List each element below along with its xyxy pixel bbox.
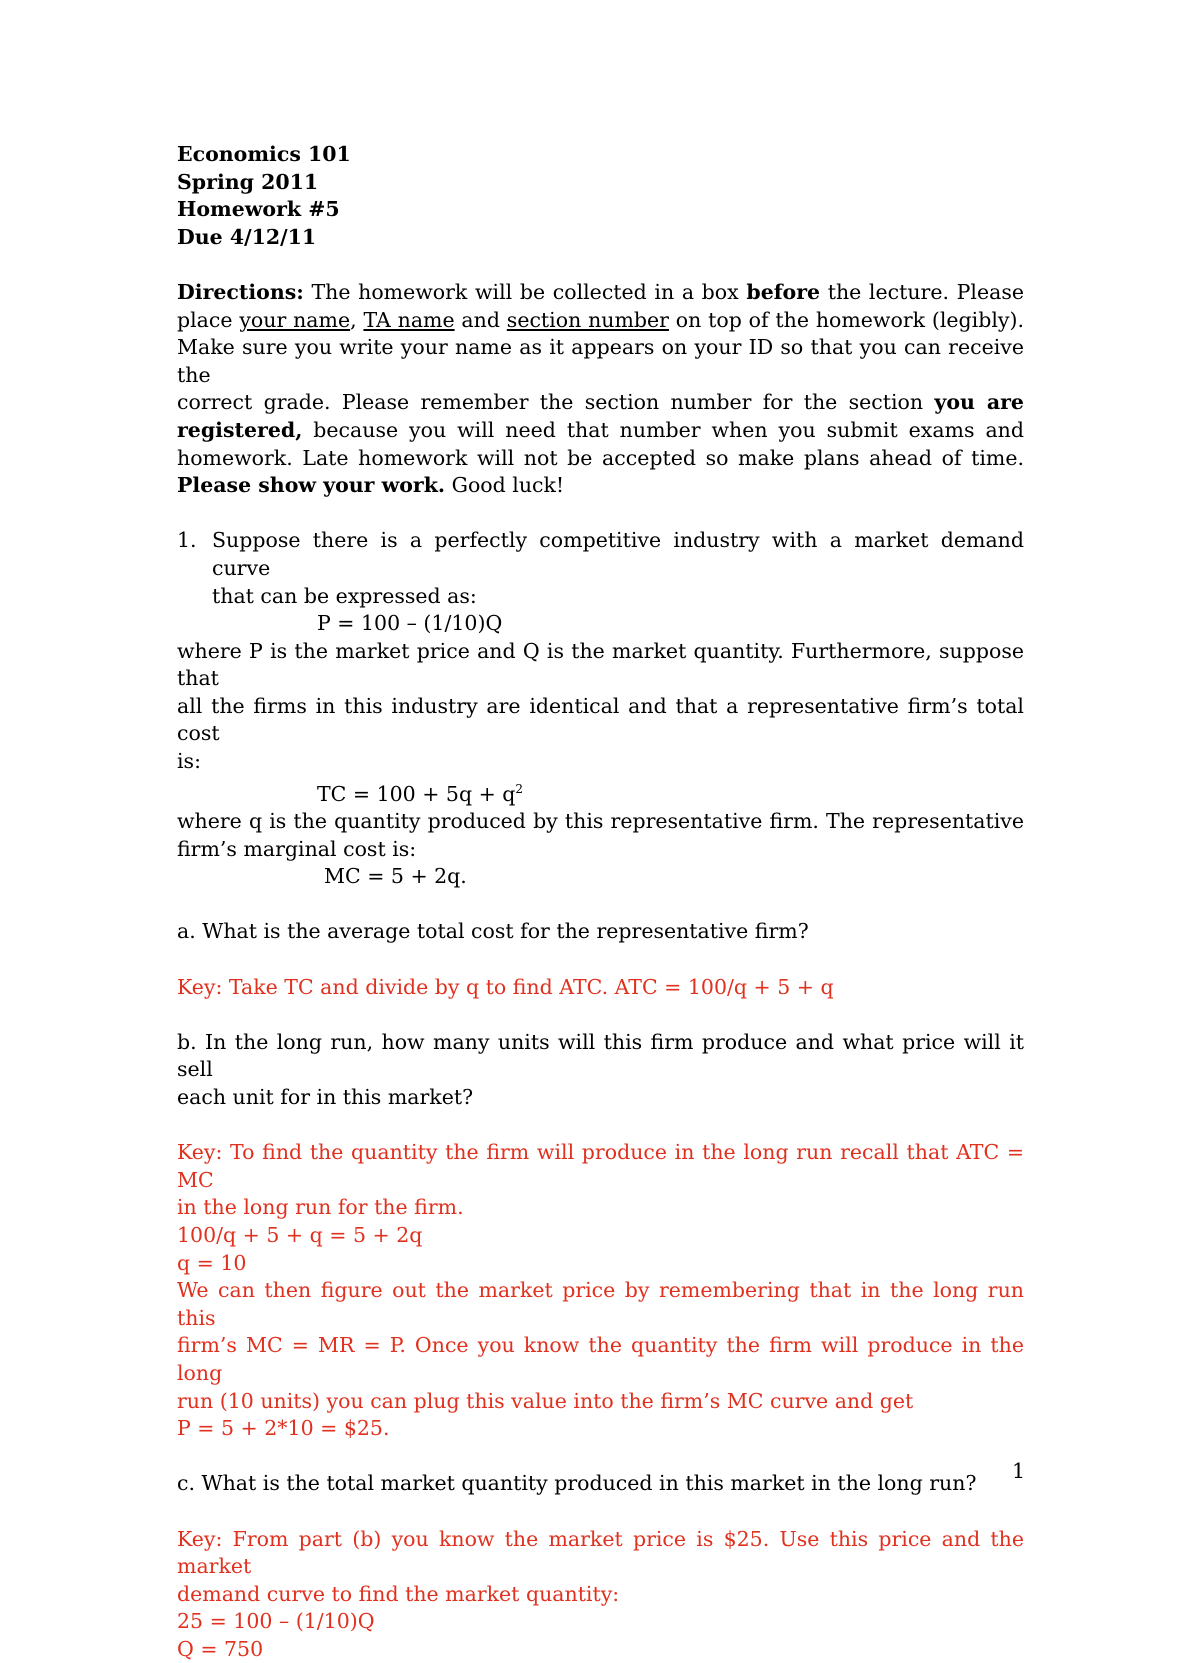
question-number: 1. xyxy=(177,528,197,553)
key-line: firm’s MC = MR = P. Once you know the quantity the firm will produce in the long xyxy=(177,1333,1024,1385)
directions-text: , xyxy=(350,307,364,332)
question-b-cont: each unit for in this market? xyxy=(177,1085,474,1110)
question-b: b. In the long run, how many units will this firm produce and what price will it sell xyxy=(177,1029,1024,1082)
directions-text: and xyxy=(454,307,507,332)
directions-bold: you are xyxy=(934,390,1024,415)
directions-text: the lecture. Please xyxy=(820,279,1024,304)
question-text: Suppose there is a perfectly competitive industry with a market demand curve xyxy=(212,528,1024,580)
question-1 xyxy=(177,527,1024,891)
directions-text: place xyxy=(177,307,240,332)
assignment-title: Homework #5 xyxy=(177,197,340,222)
marginal-cost-equation: MC = 5 + 2q. xyxy=(324,864,467,889)
directions-text: on top of the homework (legibly). xyxy=(668,307,1024,332)
question-text: where q is the quantity produced by this representative firm. The representative xyxy=(177,809,1024,834)
question-text: firm’s marginal cost is: xyxy=(177,836,417,861)
directions-text: The homework will be collected in a box xyxy=(311,279,747,304)
key-line: q = 10 xyxy=(177,1250,247,1275)
course-title: Economics 101 xyxy=(177,142,351,166)
directions-text: correct grade. Please remember the section number for the section xyxy=(177,390,935,415)
directions-bold: before xyxy=(746,279,821,304)
key-line: Q = 750 xyxy=(177,1636,264,1661)
demand-equation: P = 100 – (1/10)Q xyxy=(317,611,503,636)
question-text: that can be expressed as: xyxy=(212,583,477,608)
question-a: a. What is the average total cost for the representative firm? xyxy=(177,919,809,944)
tc-text: TC = 100 + 5q + q xyxy=(317,781,516,806)
key-line: Key: From part (b) you know the market price is $25. Use this price and the market xyxy=(177,1526,1024,1579)
directions-line: Make sure you write your name as it appears on your ID so that you can receive the xyxy=(177,335,1024,387)
show-work-note: Please show your work. xyxy=(177,473,446,498)
underlined-section-number: section number xyxy=(506,307,669,332)
key-line: Key: To find the quantity the firm will produce in the long run recall that ATC = MC xyxy=(177,1140,1024,1192)
question-c: c. What is the total market quantity produced in this market in the long run? xyxy=(177,1471,977,1496)
answer-key-a: Key: Take TC and divide by q to find ATC. ATC = 100/q + 5 + q xyxy=(177,974,834,999)
directions-label: Directions: xyxy=(177,279,304,304)
directions-text: because you will need that number when you submit exams and xyxy=(302,417,1024,442)
underlined-ta-name: TA name xyxy=(363,307,455,332)
key-line: We can then figure out the market price by remembering that in the long run this xyxy=(177,1278,1024,1330)
underlined-your-name: your name xyxy=(239,307,351,332)
term: Spring 2011 xyxy=(177,169,319,194)
directions-text: Good luck! xyxy=(445,473,565,498)
directions-line: homework. Late homework will not be accepted so make plans ahead of time. xyxy=(177,445,1024,470)
question-text: where P is the market price and Q is the market quantity. Furthermore, suppose that xyxy=(177,638,1024,691)
answer-key-c xyxy=(177,1526,1024,1663)
key-line: in the long run for the firm. xyxy=(177,1195,464,1220)
total-cost-equation xyxy=(177,776,1024,808)
key-line: run (10 units) you can plug this value into the firm’s MC curve and get xyxy=(177,1388,914,1413)
question-text: is: xyxy=(177,749,201,774)
key-line: demand curve to find the market quantity: xyxy=(177,1581,620,1606)
key-line: 100/q + 5 + q = 5 + 2q xyxy=(177,1222,423,1247)
key-line: P = 5 + 2*10 = $25. xyxy=(177,1416,390,1441)
due-date: Due 4/12/11 xyxy=(177,224,317,249)
answer-key-b xyxy=(177,1139,1024,1443)
directions-paragraph xyxy=(177,279,1024,500)
exponent: 2 xyxy=(515,781,524,796)
question-text: all the firms in this industry are identical and that a representative firm’s total cost xyxy=(177,693,1024,746)
key-line: 25 = 100 – (1/10)Q xyxy=(177,1609,375,1634)
page-number: 1 xyxy=(1012,1459,1026,1483)
directions-bold: registered, xyxy=(177,417,303,442)
document-page xyxy=(177,141,1024,1663)
